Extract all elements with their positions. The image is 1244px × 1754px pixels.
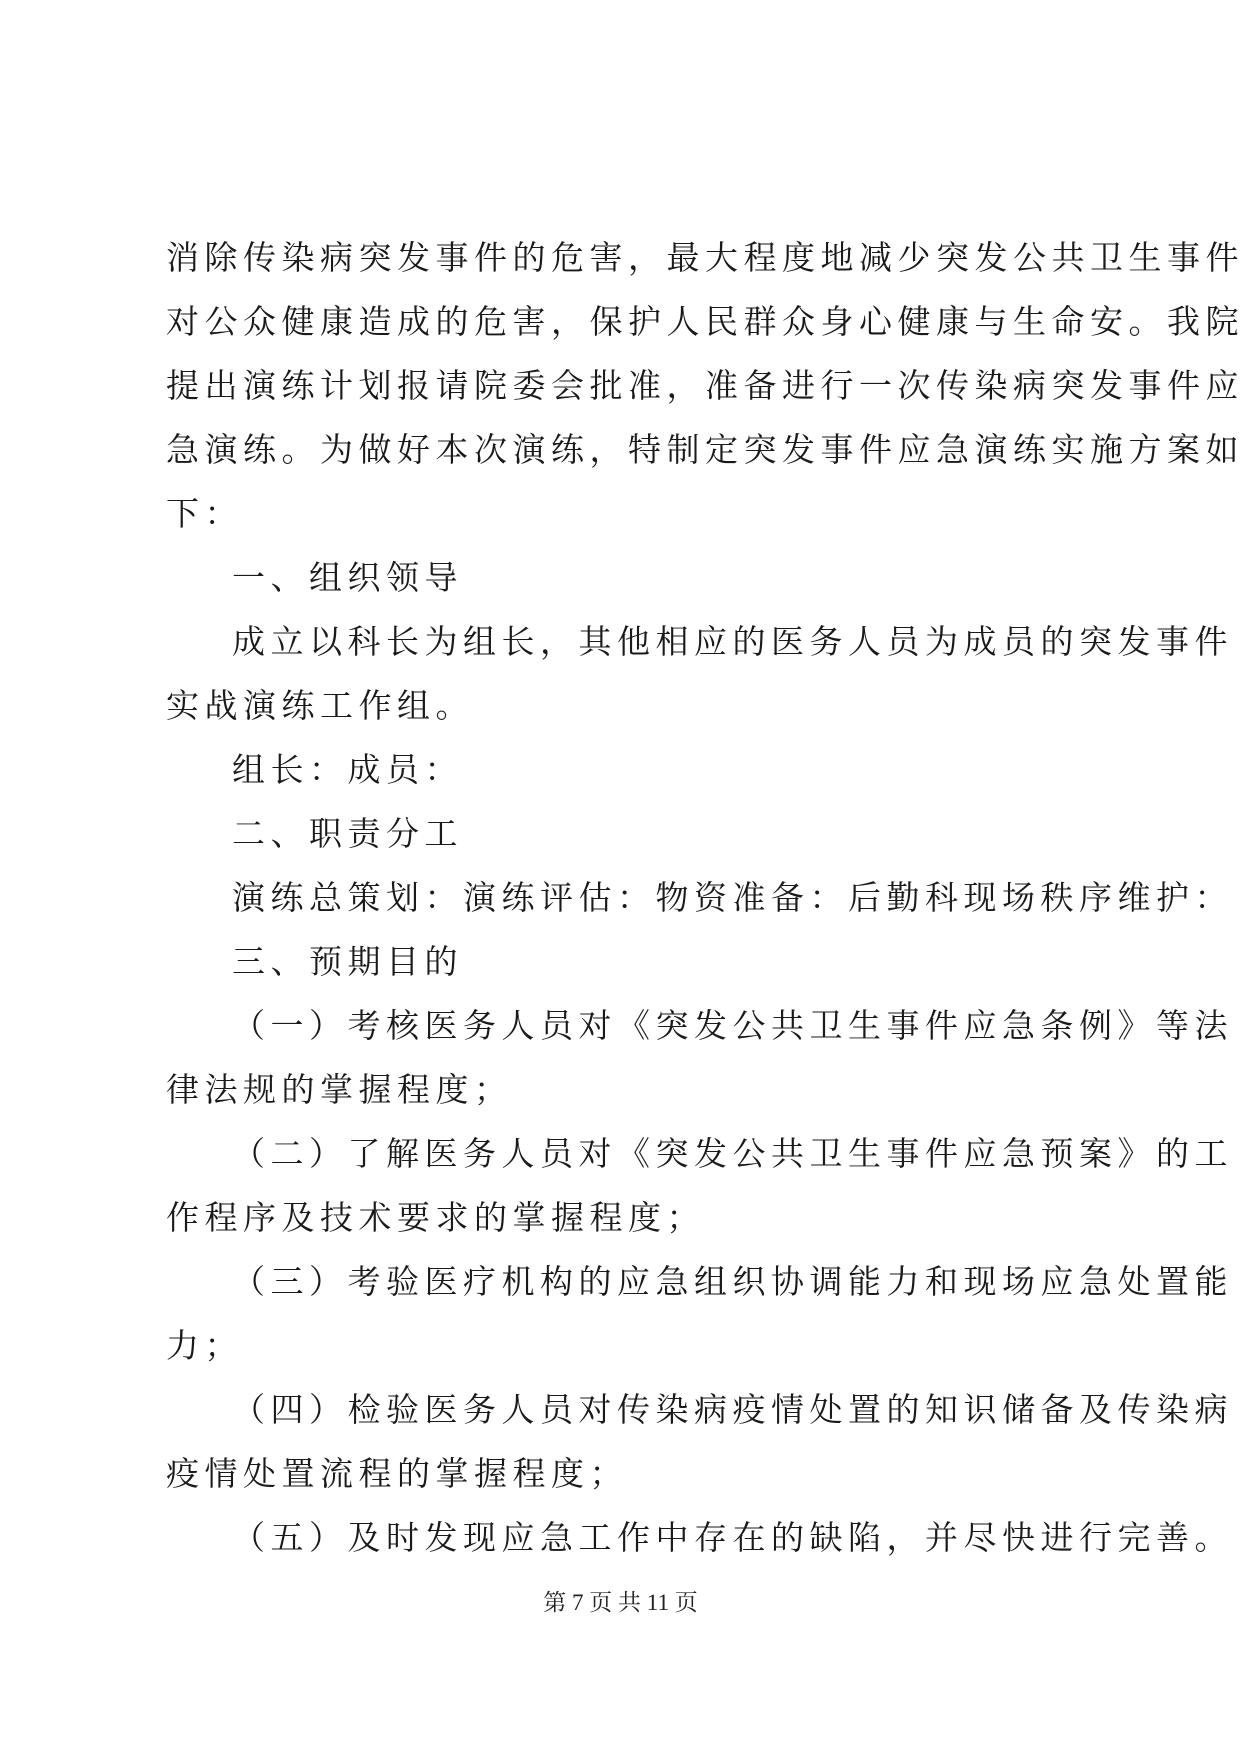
text-line: 对公众健康造成的危害，保护人民群众身心健康与生命安。我院 — [166, 302, 1244, 341]
text-line: 急演练。为做好本次演练，特制定突发事件应急演练实施方案如 — [166, 430, 1244, 469]
list-item: （一）考核医务人员对《突发公共卫生事件应急条例》等法 — [232, 1006, 1233, 1045]
text-line: 作程序及技术要求的掌握程度； — [166, 1198, 705, 1237]
body-text — [166, 226, 1244, 1570]
text-line: 下： — [166, 494, 243, 533]
text-line: 组长：成员： — [232, 750, 463, 789]
section-heading: 二、职责分工 — [232, 814, 463, 853]
text-line: 实战演练工作组。 — [166, 686, 474, 725]
text-line: 消除传染病突发事件的危害，最大程度地减少突发公共卫生事件 — [166, 238, 1244, 277]
text-line: 成立以科长为组长，其他相应的医务人员为成员的突发事件 — [232, 622, 1233, 661]
list-item: （二）了解医务人员对《突发公共卫生事件应急预案》的工 — [232, 1134, 1233, 1173]
list-item: （五）及时发现应急工作中存在的缺陷，并尽快进行完善。 — [232, 1518, 1233, 1557]
text-line: 提出演练计划报请院委会批准，准备进行一次传染病突发事件应 — [166, 366, 1244, 405]
text-line: 力； — [166, 1326, 243, 1365]
section-heading: 三、预期目的 — [232, 942, 463, 981]
page-number: 第 7 页 共 11 页 — [543, 1590, 698, 1615]
text-line: 律法规的掌握程度； — [166, 1070, 513, 1109]
text-line: 演练总策划：演练评估：物资准备：后勤科现场秩序维护： — [232, 878, 1233, 917]
section-heading: 一、组织领导 — [232, 558, 463, 597]
list-item: （三）考验医疗机构的应急组织协调能力和现场应急处置能 — [232, 1262, 1233, 1301]
list-item: （四）检验医务人员对传染病疫情处置的知识储备及传染病 — [232, 1390, 1233, 1429]
text-line: 疫情处置流程的掌握程度； — [166, 1454, 628, 1493]
